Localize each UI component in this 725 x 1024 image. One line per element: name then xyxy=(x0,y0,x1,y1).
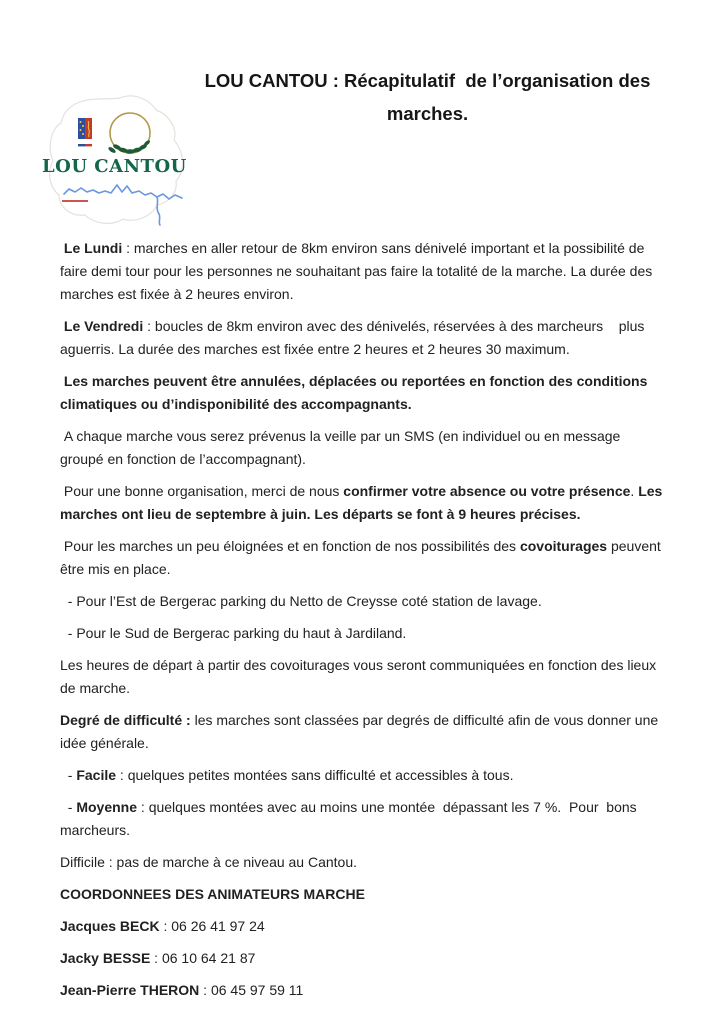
paragraph xyxy=(60,654,665,700)
bold-text-run: confirmer votre absence ou votre présence xyxy=(343,483,631,499)
laurel-circle-icon xyxy=(107,113,151,154)
bold-text-run: Moyenne xyxy=(76,799,138,815)
bold-text-run: Le Vendredi xyxy=(60,318,144,334)
bold-text-run: Les marches peuvent être annulées, déplacées ou reportées en fonction des conditions climatiques ou d’indisponibilité des accompagnants. xyxy=(60,373,652,412)
paragraph xyxy=(60,535,665,581)
text-run: Pour une bonne organisation, merci de nous xyxy=(60,483,344,499)
text-run: : 06 10 64 21 87 xyxy=(150,950,256,966)
river-label-mark xyxy=(62,200,88,202)
text-run: : quelques montées avec au moins une montée dépassant les 7 %. Pour bons marcheurs. xyxy=(60,799,641,838)
text-run: A chaque marche vous serez prévenus la veille par un SMS (en individuel ou en message groupé en fonction de l’accompagnant). xyxy=(60,428,625,467)
paragraph xyxy=(60,480,665,526)
bold-text-run: covoiturages xyxy=(519,538,608,554)
text-run: . xyxy=(630,483,639,499)
paragraph xyxy=(60,315,665,361)
paragraph xyxy=(60,370,665,416)
text-run: : 06 26 41 97 24 xyxy=(159,918,265,934)
paragraph xyxy=(60,764,665,787)
text-run: - Pour le Sud de Bergerac parking du haut à Jardiland. xyxy=(60,625,407,641)
paragraph xyxy=(60,851,665,874)
text-run: Difficile : pas de marche à ce niveau au Cantou. xyxy=(60,854,358,870)
paragraph xyxy=(60,590,665,613)
bold-text-run: Jacky BESSE xyxy=(60,950,151,966)
paragraph xyxy=(60,425,665,471)
text-run: Les heures de départ à partir des covoiturages vous seront communiquées en fonction des lieux de marche. xyxy=(60,657,661,696)
text-run: peuvent être mis en place. xyxy=(60,538,665,577)
paragraph xyxy=(60,883,665,906)
bold-text-run: Facile xyxy=(76,767,117,783)
bold-text-run: Degré de difficulté : xyxy=(60,712,191,728)
document-header xyxy=(0,64,725,230)
text-run: Pour les marches un peu éloignées et en fonction de nos possibilités des xyxy=(60,538,520,554)
logo-wordmark: LOU CANTOU xyxy=(42,156,187,177)
text-run: : quelques petites montées sans difficulté et accessibles à tous. xyxy=(116,767,514,783)
text-run: les marches sont classées par degrés de difficulté afin de vous donner une idée générale. xyxy=(60,712,663,751)
paragraph xyxy=(60,915,665,938)
text-run: - Pour l’Est de Bergerac parking du Netto de Creysse coté station de lavage. xyxy=(60,593,542,609)
document-body xyxy=(0,230,725,1002)
bold-text-run: Jean-Pierre THERON xyxy=(60,982,200,998)
bold-text-run: Les marches ont lieu de septembre à juin. Les départs se font à 9 heures précises. xyxy=(60,483,667,522)
paragraph xyxy=(60,979,665,1002)
bold-text-run: COORDONNEES DES ANIMATEURS MARCHE xyxy=(60,886,365,902)
paragraph xyxy=(60,796,665,842)
paragraph xyxy=(60,237,665,306)
text-run: : 06 45 97 59 11 xyxy=(199,982,304,998)
bold-text-run: Le Lundi xyxy=(60,240,123,256)
paragraph xyxy=(60,947,665,970)
bold-text-run: Jacques BECK xyxy=(60,918,160,934)
page-title: LOU CANTOU : Récapitulatif de l’organisation des marches. xyxy=(204,70,656,124)
text-run: - xyxy=(60,767,77,783)
text-run: - xyxy=(60,799,77,815)
lou-cantou-logo xyxy=(38,88,194,230)
text-run: : boucles de 8km environ avec des dénivelés, réservées à des marcheurs plus aguerris. La durée des marches est fixée entre 2 heures et 2 heures 30 maximum. xyxy=(60,318,649,357)
paragraph xyxy=(60,709,665,755)
paragraph xyxy=(60,622,665,645)
text-run: : marches en aller retour de 8km environ sans dénivelé important et la possibilité de faire demi tour pour les personnes ne souhaitant pas faire la totalité de la marche. La durée des marches est fixée à 2 heures environ. xyxy=(60,240,657,302)
flag-icon xyxy=(78,118,92,146)
